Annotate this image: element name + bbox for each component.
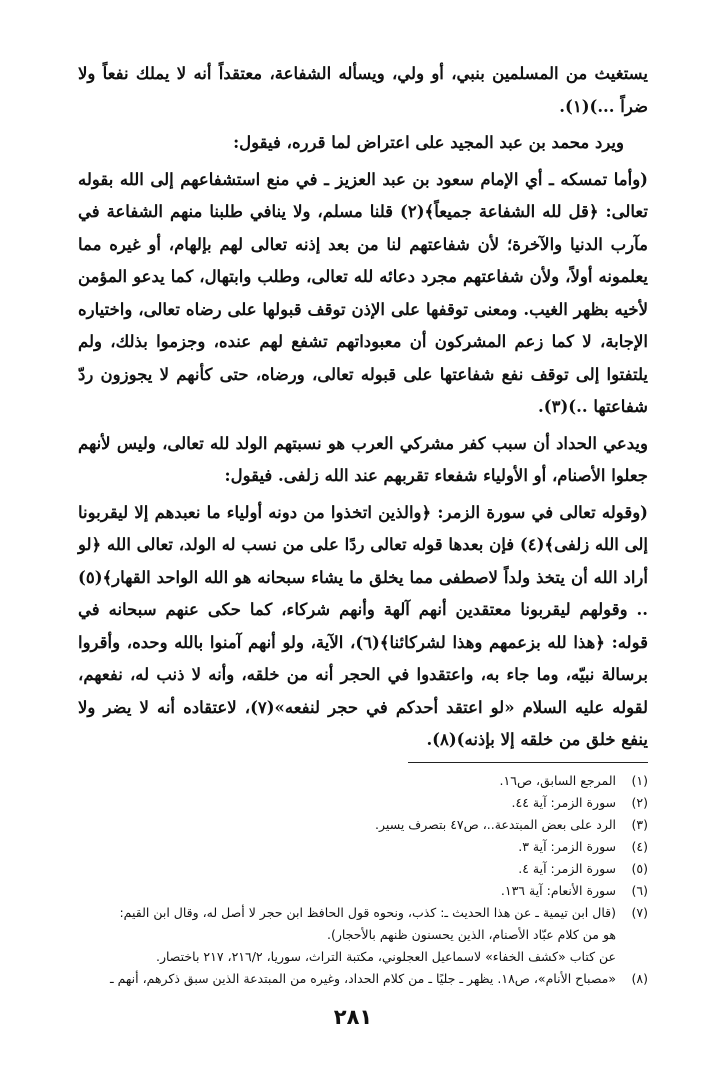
footnote-text: «مصباح الأنام»، ص١٨. يظهر ـ جليًا ـ من كلام الحداد، وغيره من المبتدعة الذين سبق ذكرهم، أنهم ـ <box>109 971 616 986</box>
footnote-7 <box>63 902 648 924</box>
footnote-7-source <box>63 946 648 968</box>
footnote-text: الرد على بعض المبتدعة..، ص٤٧ بتصرف يسير. <box>375 817 616 832</box>
paragraph-4: ويدعي الحداد أن سبب كفر مشركي العرب هو نسبتهم الولد لله تعالى، وليس لأنهم جعلوا الأصنام، أو الأولياء شفعاء تقربهم عند الله زلفى. فيقول: <box>78 433 648 485</box>
footnote-text: هو من كلام عبّاد الأصنام، الذين يحسنون ظنهم بالأحجار). <box>326 927 616 942</box>
footnote-7-continued <box>63 924 648 946</box>
footnote-divider <box>408 762 648 763</box>
footnote-2 <box>63 792 648 814</box>
footnote-text: المرجع السابق، ص١٦. <box>499 773 616 788</box>
footnote-text: سورة الزمر: آية ٤. <box>518 861 616 876</box>
paragraph-5: (وقوله تعالى في سورة الزمر: ﴿والذين اتخذوا من دونه أولياء ما نعبدهم إلا ليقربونا إلى الله زلفى﴾(٤) فإن بعدها قوله تعالى ردًا على من نسب له الولد، تعالى الله ﴿لو أراد الله أن يتخذ ولداً لاصطفى مما يخلق ما يشاء سبحانه هو الله الواحد القهار﴾(٥) .. وقولهم ليقربونا معتقدين أنهم آلهة وأنهم شركاء، كما حكى عنهم سبحانه في قوله: ﴿هذا لله بزعمهم وهذا لشركائنا﴾(٦)، الآية، ولو أنهم آمنوا بالله وحده، وأقروا برسالة نبيّه، وما جاء به، واعتقدوا في الحجر أنه من خلقه، وأنه لا ذنب له، نفعهم، لقوله عليه السلام «لو اعتقد أحدكم في حجر لنفعه»(٧)، لاعتقاده أنه لا يضر ولا ينفع خلق من خلقه إلا بإذنه)(٨). <box>78 502 649 749</box>
footnote-4 <box>63 836 648 858</box>
footnote-number: (٧) <box>631 905 648 920</box>
footnote-text: عن كتاب «كشف الخفاء» لاسماعيل العجلوني، مكتبة التراث، سوريا، ٢١٦/٢، ٢١٧ باختصار. <box>155 949 616 964</box>
footnote-number: (٨) <box>631 971 648 986</box>
footnote-6 <box>63 880 648 902</box>
main-text <box>78 58 648 761</box>
footnote-number: (٤) <box>631 839 648 854</box>
footnote-number: (٣) <box>631 817 648 832</box>
footnotes <box>63 770 648 990</box>
footnote-text: (قال ابن تيمية ـ عن هذا الحديث ـ: كذب، ونحوه قول الحافظ ابن حجر لا أصل له، وقال ابن القيم: <box>119 905 616 920</box>
page-number: ٢٨١ <box>333 1005 373 1029</box>
footnote-number: (٢) <box>631 795 648 810</box>
footnote-text: سورة الأنعام: آية ١٣٦. <box>500 883 616 898</box>
footnote-text: سورة الزمر: آية ٣. <box>518 839 616 854</box>
footnote-8 <box>63 968 648 990</box>
paragraph-1: يستغيث من المسلمين بنبي، أو ولي، ويسأله الشفاعة، معتقداً أنه لا يملك نفعاً ولا ضراً ...)(١). <box>78 64 648 116</box>
footnote-text: سورة الزمر: آية ٤٤. <box>511 795 616 810</box>
footnote-number: (٥) <box>631 861 648 876</box>
paragraph-2: ويرد محمد بن عبد المجيد على اعتراض لما قرره، فيقول: <box>233 133 624 152</box>
footnote-number <box>616 946 648 968</box>
footnote-1 <box>63 770 648 792</box>
footnote-number: (١) <box>631 773 648 788</box>
footnote-5 <box>63 858 648 880</box>
footnote-number: (٦) <box>631 883 648 898</box>
paragraph-3: (وأما تمسكه ـ أي الإمام سعود بن عبد العزيز ـ في منع استشفاعهم إلى الله بقوله تعالى: ﴿قل لله الشفاعة جميعاً﴾(٢) قلنا مسلم، ولا ينافي طلبنا منهم الشفاعة في مآرب الدنيا والآخرة؛ لأن شفاعتهم لنا من بعد إذنه تعالى لهم بإلهام، أو غيره مما يعلمونه أولاً، ولأن شفاعتهم مجرد دعائه لله تعالى، وطلب وابتهال، كما يدعو المؤمن لأخيه بظهر الغيب. ومعنى توقفها على الإذن توقف قبولها على رضاه تعالى، واختياره الإجابة، لا كما زعم المشركون أن معبوداتهم تشفع لهم عنده، وجزموا بذلك، ولم يلتفتوا إلى توقف نفع شفاعتها على قبوله تعالى، ورضاه، حتى كأنهم لا يجوزون ردّ شفاعتها ..)(٣). <box>78 169 648 416</box>
footnote-3 <box>63 814 648 836</box>
footnote-number <box>616 924 648 946</box>
